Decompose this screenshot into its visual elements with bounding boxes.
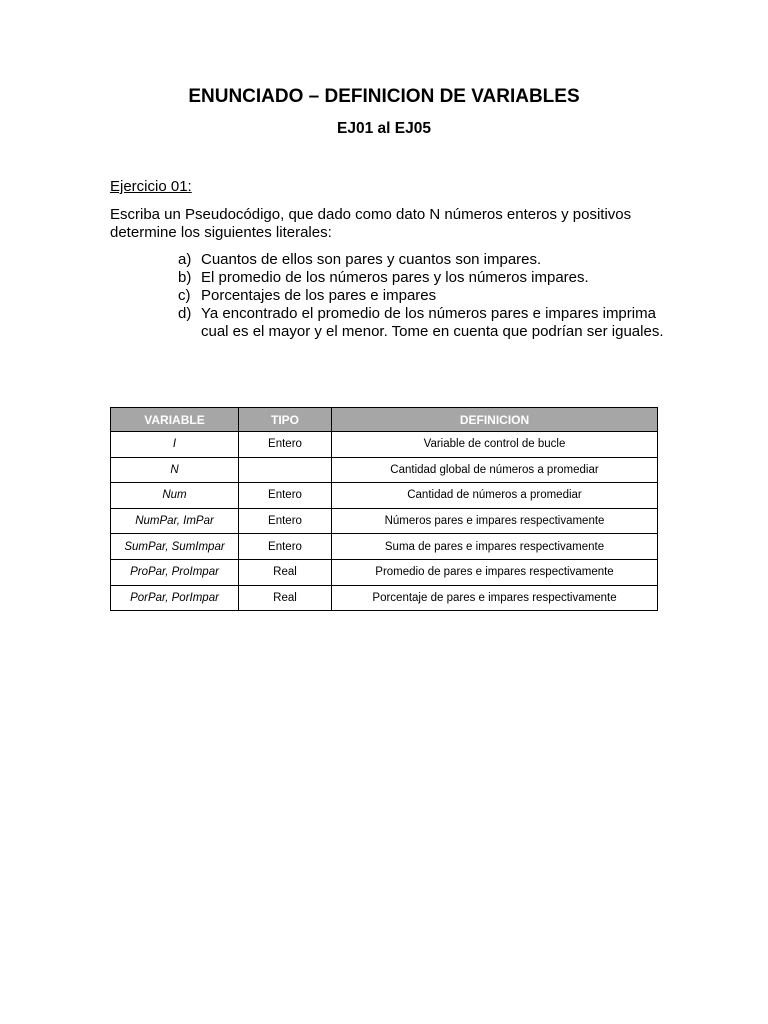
table-row [111,508,658,534]
literal-text: Ya encontrado el promedio de los números pares e impares imprima cual es el mayor y el menor. Tome en cuenta que podrían ser iguales. [201,305,664,340]
document-title: ENUNCIADO – DEFINICION DE VARIABLES [188,86,580,107]
literals-list [178,251,668,341]
cell-variable: ProPar, ProImpar [111,559,239,585]
cell-variable: SumPar, SumImpar [111,534,239,560]
literal-item [178,305,668,341]
cell-definicion: Porcentaje de pares e impares respectivamente [332,585,658,611]
literal-marker: c) [178,287,191,304]
literal-marker: a) [178,251,192,268]
cell-definicion: Cantidad global de números a promediar [332,457,658,483]
variables-table [110,407,658,611]
header-tipo: TIPO [239,408,332,432]
cell-tipo: Entero [239,534,332,560]
literal-marker: b) [178,269,192,286]
cell-variable: I [111,432,239,458]
literal-item [178,287,668,305]
table-row [111,457,658,483]
literal-item [178,269,668,287]
cell-variable: NumPar, ImPar [111,508,239,534]
cell-definicion: Números pares e impares respectivamente [332,508,658,534]
table-row [111,483,658,509]
cell-definicion: Suma de pares e impares respectivamente [332,534,658,560]
cell-definicion: Variable de control de bucle [332,432,658,458]
cell-variable: PorPar, PorImpar [111,585,239,611]
exercise-statement: Escriba un Pseudocódigo, que dado como dato N números enteros y positivos determine los siguientes literales: [110,206,632,241]
table-row [111,534,658,560]
cell-tipo: Entero [239,508,332,534]
header-definicion: DEFINICION [332,408,658,432]
literal-text: Cuantos de ellos son pares y cuantos son impares. [201,251,542,268]
cell-tipo: Real [239,559,332,585]
table-header-row [111,408,658,432]
literal-item [178,251,668,269]
cell-variable: Num [111,483,239,509]
exercise-label: Ejercicio 01: [110,178,192,195]
cell-tipo: Entero [239,483,332,509]
cell-tipo [239,457,332,483]
table-row [111,585,658,611]
cell-definicion: Promedio de pares e impares respectivamente [332,559,658,585]
cell-variable: N [111,457,239,483]
cell-tipo: Entero [239,432,332,458]
document-subtitle: EJ01 al EJ05 [337,120,431,137]
literal-text: El promedio de los números pares y los números impares. [201,269,589,286]
literal-marker: d) [178,305,192,322]
header-variable: VARIABLE [111,408,239,432]
cell-tipo: Real [239,585,332,611]
literal-text: Porcentajes de los pares e impares [201,287,437,304]
cell-definicion: Cantidad de números a promediar [332,483,658,509]
table-row [111,559,658,585]
table-row [111,432,658,458]
